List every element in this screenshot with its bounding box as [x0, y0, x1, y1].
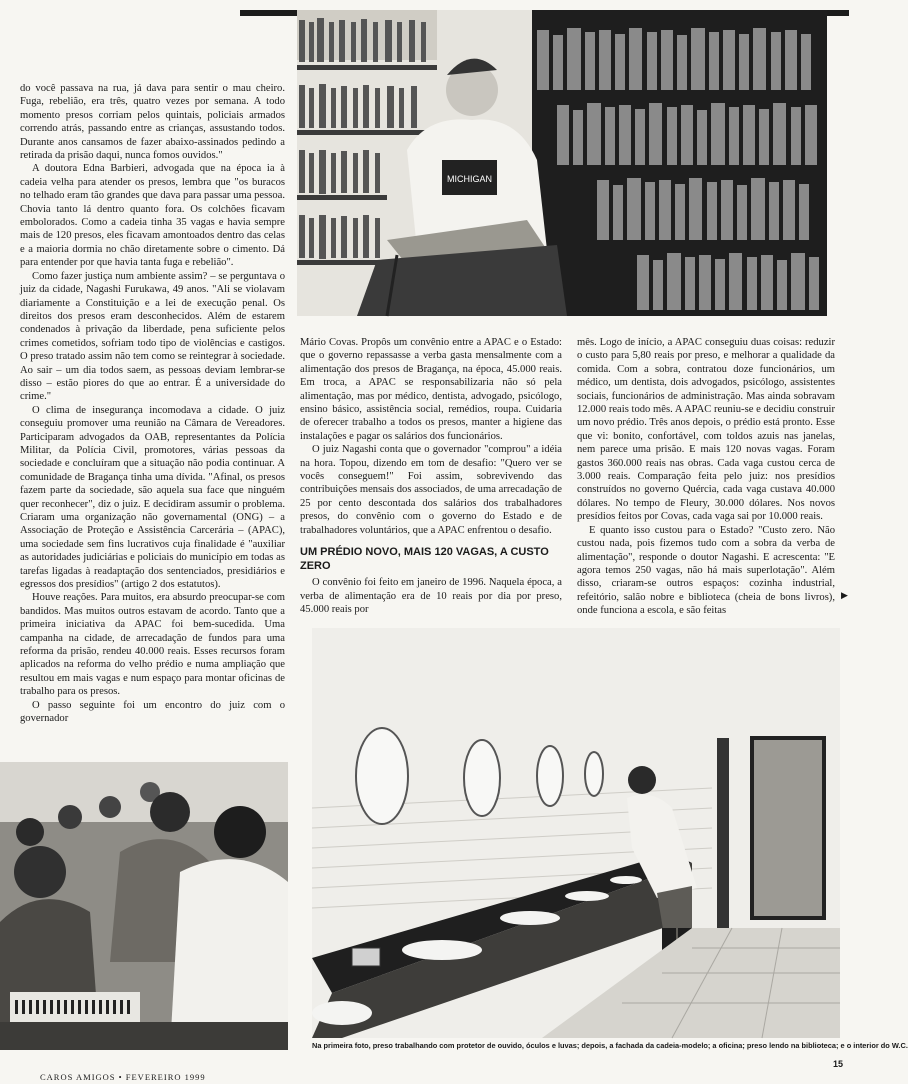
paragraph: Houve reações. Para muitos, era absurdo preocupar-se com bandidos. Mas muitos outros estavam de acordo. Tanto que a primeira iniciativa da APAC foi bem-sucedida. Uma campanha na cidade, de arrecadação de fundos para uma reforma da prisão, rendeu 40.000 reais. Esses recursos foram aplicados na reforma do velho prédio e numa ampliação que resultou em mais vagas e num espaço para montar oficinas de trabalho para os presos. — [20, 592, 285, 698]
photo-workshop — [0, 762, 288, 1050]
paragraph: mês. Logo de início, a APAC conseguiu duas coisas: reduzir o custo para 5,80 reais por preso, e melhorar a qualidade da comida. Com a sobra, contratou doze funcionários, um médico, um dentista, dois advogados, psicólogo, assistentes sociais, funcionários de administração. Mas ainda sobravam 12.000 reais todo mês. A APAC reuniu-se e decidiu construir um novo prédio. Três anos depois, o prédio está pronto. Esse que vi: bonito, confortável, com toldos azuis nas janelas, nem parece uma prisão. E mais 120 novas vagas. Foram gastos 360.000 reais nas obras. Cada vaga custou cerca de 3.000 reais. Comparação feita pelo juiz: nos presídios construídos no governo Quércia, cada vaga custava 40.000 dólares. No tempo de Fleury, 30.000 dólares. Nos novos presídios feitos por Covas, cada vaga sai por 10.000 reais. — [577, 337, 835, 523]
library-photo-image — [297, 10, 827, 316]
photo-library-reader — [297, 10, 827, 316]
paragraph: O convênio foi feito em janeiro de 1996. Naquela época, a verba de alimentação era de 10 reais por dia por preso, 45.000 reais por — [300, 577, 562, 615]
paragraph: Mário Covas. Propôs um convênio entre a APAC e o Estado: que o governo repassasse a verba gasta mensalmente com a alimentação dos presos de Bragança, na época, 45.000 reais. Em troca, a APAC se responsabilizaria não só pela alimentação, mas por médico, dentista, advogado, psicólogo, ensino básico, assistência social, remédios, roupa. Cuidaria de oferecer trabalho a todos os presos, manter a higiene das instalações e pagar os salários dos funcionários. — [300, 337, 562, 442]
article-column-1 — [20, 82, 285, 726]
photo-caption: Na primeira foto, preso trabalhando com protetor de ouvido, óculos e luvas; depois, a fachada da cadeia-modelo; a oficina; preso lendo na biblioteca; e o interior do W.C. — [312, 1041, 908, 1050]
article-column-2 — [300, 336, 562, 616]
paragraph: O clima de insegurança incomodava a cidade. O juiz conseguiu promover uma reunião na Câmara de Vereadores. Participaram advogados da OAB, representantes da Polícia Militar, da Polícia Civil, promotores, várias pessoas da sociedade e concluíram que a situação não podia continuar. A comunidade de Bragança tinha uma dívida. "Afinal, os presos fazem parte da sociedade, são aquela sua face que ninguém quer reconhecer", diz o juiz. E decidiram assumir o problema. Criaram uma organização não governamental (ONG) – a Associação de Proteção e Assistência Carcerária – (APAC), uma sociedade sem fins lucrativos cuja finalidade é "auxiliar as autoridades judiciárias e policiais do município em todas as tarefas ligadas à readaptação dos sentenciados, presidiários e egressos dos presídios" (artigo 2 dos estatutos). — [20, 404, 285, 591]
paragraph: E quanto isso custou para o Estado? "Custo zero. Não custou nada, pois fizemos tudo com a sobra da verba de alimentação", responde o doutor Nagashi. E acrescenta: "E agora temos 250 vagas, não há mais superlotação". Além disso, criaram-se outros espaços: cozinha industrial, refeitório, salão nobre e biblioteca (cheia de bons livros), onde funciona a escola, e são feitas — [577, 524, 835, 617]
paragraph: Como fazer justiça num ambiente assim? – se perguntava o juiz da cidade, Nagashi Furukawa, 49 anos. "Ali se violavam diariamente a Constituição e a lei de execução penal. Os direitos dos presos eram desconhecidos. Além de estarem condenados à privação da liberdade, pena suficiente pelos crimes cometidos, sofriam todo tipo de violências e castigos. O preso tratado assim não tem como se reintegrar à sociedade. Ao sair – um dia todos saem, as pessoas deviam lembrar-se disso – estão piores do que ao entrar. É a universidade do crime." — [20, 270, 285, 403]
section-subheading: UM PRÉDIO NOVO, MAIS 120 VAGAS, A CUSTO ZERO — [300, 546, 549, 573]
page-number: 15 — [833, 1059, 844, 1069]
magazine-footer: CAROS AMIGOS • FEVEREIRO 1999 — [40, 1072, 206, 1082]
article-column-3 — [577, 336, 835, 618]
photo-washroom — [312, 628, 840, 1038]
right-triangle-icon: ▶ — [841, 590, 848, 600]
paragraph: O juiz Nagashi conta que o governador "comprou" a idéia na hora. Topou, dizendo em tom de desafio: "Quero ver se vocês conseguem!" Foi assim, sobrevivendo das contribuições mensais dos associados, de uma arrecadação de 25 por cento descontada dos salários dos trabalhadores presos, do convênio com o governo do Estado e de trabalhadores voluntários, que a APAC enfrentou o desafio. — [300, 444, 562, 536]
washroom-photo-image — [312, 628, 840, 1038]
workshop-photo-image — [0, 762, 288, 1050]
paragraph: O passo seguinte foi um encontro do juiz com o governador — [20, 699, 285, 725]
paragraph: A doutora Edna Barbieri, advogada que na época ia à cadeia velha para atender os presos, lembra que "os buracos no telhado eram tão grandes que dava para passar uma pessoa. Chovia tanto lá dentro quanto fora. Os colchões ficavam embolorados. Como a cadeia tinha 35 vagas e havia sempre mais de 120 presos, eles ficavam amontoados dentro das celas e a maioria dormia no chão diretamente sobre o cimento. Dá para entender por que havia tanta fuga e rebelião". — [20, 163, 285, 269]
paragraph: do você passava na rua, já dava para sentir o mau cheiro. Fuga, rebelião, era três, quatro vezes por semana. A todo momento presos corriam pelos quintais, policiais armados correndo atrás, passando entre as crianças, assustando todos. Durante anos cansamos de fazer abaixo-assinados pedindo a retirada da prisão daqui, nunca fomos ouvidos." — [20, 83, 285, 162]
shirt-text: MICHIGAN — [447, 174, 492, 184]
